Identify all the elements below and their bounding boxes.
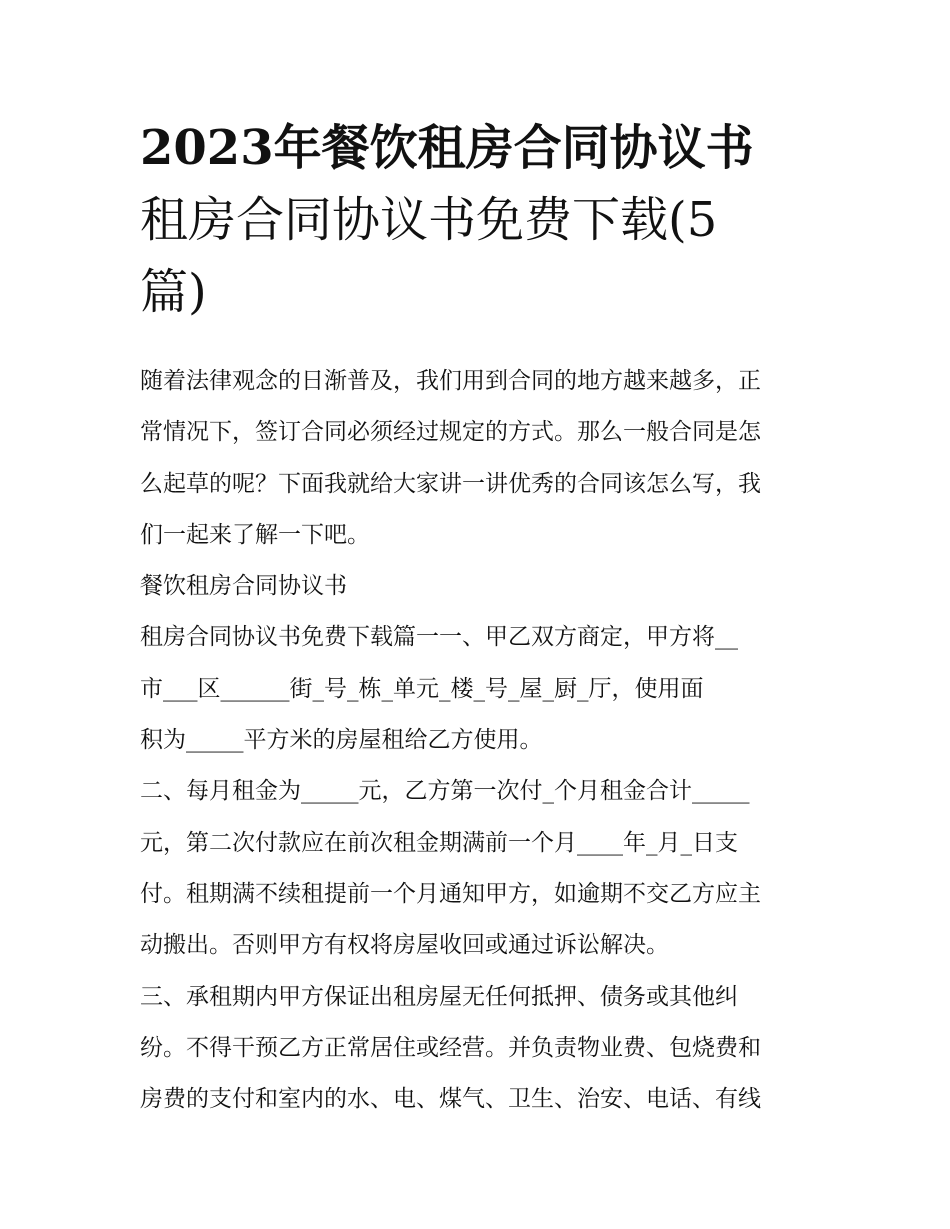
- title-line-2: 租房合同协议书免费下载(5: [140, 192, 718, 248]
- body-line: 租房合同协议书免费下载篇一一、甲乙双方商定，甲方将__: [140, 624, 738, 651]
- body-line: 随着法律观念的日渐普及，我们用到合同的地方越来越多，正: [140, 368, 761, 394]
- body-line: 房费的支付和室内的水、电、煤气、卫生、治安、电话、有线: [140, 1086, 761, 1113]
- body-line: 积为_____平方米的房屋租给乙方使用。: [140, 727, 543, 754]
- section-heading: 餐饮租房合同协议书: [140, 573, 347, 600]
- body-line: 二、每月租金为_____元，乙方第一次付_个月租金合计_____: [140, 778, 750, 805]
- document-title: [140, 112, 820, 328]
- title-line-3: 篇): [140, 264, 207, 320]
- document-body: [140, 356, 820, 1125]
- body-line: 市___区______街_号_栋_单元_楼_号_屋_厨_厅，使用面: [140, 675, 704, 702]
- body-line: 付。租期满不续租提前一个月通知甲方，如逾期不交乙方应主: [140, 880, 761, 907]
- body-line: 纷。不得干预乙方正常居住或经营。并负责物业费、包烧费和: [140, 1034, 761, 1061]
- body-line: 常情况下，签订合同必须经过规定的方式。那么一般合同是怎: [140, 419, 761, 446]
- body-line: 们一起来了解一下吧。: [140, 521, 370, 548]
- body-line: 元，第二次付款应在前次租金期满前一个月____年_月_日支: [140, 829, 738, 856]
- body-line: 动搬出。否则甲方有权将房屋收回或通过诉讼解决。: [140, 932, 669, 959]
- body-line: 三、承租期内甲方保证出租房屋无任何抵押、债务或其他纠: [140, 983, 738, 1010]
- title-line-1: 2023年餐饮租房合同协议书: [140, 120, 754, 176]
- body-line: 么起草的呢？下面我就给大家讲一讲优秀的合同该怎么写，我: [140, 470, 761, 497]
